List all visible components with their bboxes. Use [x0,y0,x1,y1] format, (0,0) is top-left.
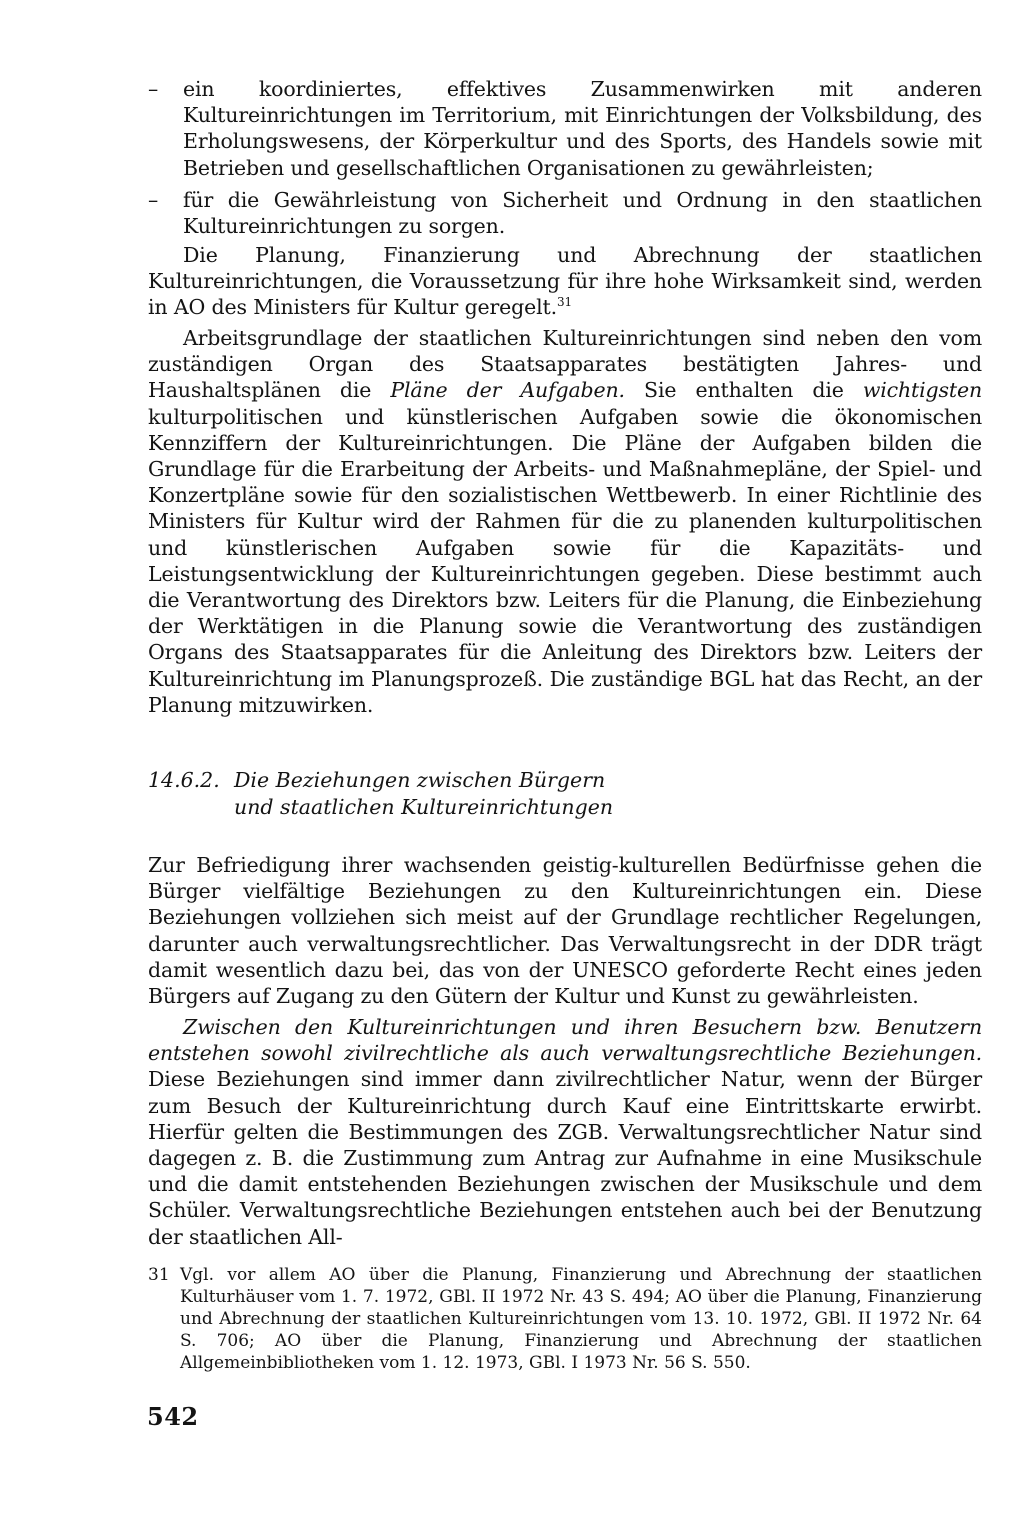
footnote-reference[interactable]: 31 [556,294,572,309]
emphasis-text: Pläne der Aufgaben. [390,378,625,403]
paragraph-planning [148,242,982,321]
list-item-text: für die Gewährleistung von Sicherheit und Ordnung in den staatlichen Kultureinrichtungen zu sorgen. [183,188,982,239]
paragraph-text: Sie enthalten die [624,378,863,403]
section-title-line: und staatlichen Kultureinrichtungen [234,794,614,819]
paragraph-text: Arbeitsgrundlage der staatlichen Kultureinrichtungen sind neben den vom zuständigen Organ des Staatsapparates bestätigten Jahres- und Haushaltsplänen die [148,326,982,403]
footnote-number: 31 [148,1265,170,1285]
list-item [148,187,982,239]
paragraph-text: Die Planung, Finanzierung und Abrechnung der staatlichen Kultureinrichtungen, die Voraussetzung für ihre hohe Wirksamkeit sind, werden in AO des Ministers für Kultur geregelt. [148,243,982,320]
page-number: 542 [147,1402,199,1431]
section-heading [148,767,848,820]
list-dash: – [148,77,159,101]
emphasis-text: Zwischen den Kultureinrichtungen und ihren Besuchern bzw. Benutzern entstehen sowohl zivilrechtliche als auch verwaltungsrechtliche Beziehungen. [148,1015,982,1066]
paragraph-text: kulturpolitischen und künstlerischen Aufgaben sowie die ökonomischen Kennziffern der Kultureinrichtungen. Die Pläne der Aufgaben bilden die Grundlage für die Erarbeitung der Arbeits- und Maßnahmepläne, der Spiel- und Konzertpläne sowie für den sozialistischen Wettbewerb. In einer Richtlinie des Ministers für Kultur wird der Rahmen für die zu planenden kulturpolitischen und künstlerischen Aufgaben sowie für die Kapazitäts- und Leistungsentwicklung der Kultureinrichtungen gegeben. Diese bestimmt auch die Verantwortung des Direktors bzw. Leiters für die Planung, die Einbeziehung der Werktätigen in die Planung sowie die Verantwortung des zuständigen Organs des Staatsapparates für die Anleitung des Direktors bzw. Leiters der Kultureinrichtung im Planungsprozeß. Die zuständige BGL hat das Recht, an der Planung mitzuwirken. [148,404,982,717]
emphasis-text: wichtigsten [862,378,982,403]
list-item [148,76,982,181]
footnote-text: Vgl. vor allem AO über die Planung, Finanzierung und Abrechnung der staatlichen Kulturhäuser vom 1. 7. 1972, GBl. II 1972 Nr. 43 S. 494; AO über die Planung, Finanzierung und Abrechnung der staatlichen Kultureinrichtungen vom 13. 10. 1972, GBl. II 1972 Nr. 64 S. 706; AO über die Planung, Finanzierung und Abrechnung der staatlichen Allgemeinbibliotheken vom 1. 12. 1973, GBl. I 1973 Nr. 56 S. 550. [180,1265,982,1373]
paragraph-work-basis [148,325,982,718]
section-number: 14.6.2. [148,768,220,792]
paragraph-text: Diese Beziehungen sind immer dann zivilrechtlicher Natur, wenn der Bürger zum Besuch der Kultureinrichtung durch Kauf eine Eintrittskarte erwirbt. Hierfür gelten die Bestimmungen des ZGB. Verwaltungsrechtlicher Natur sind dagegen z. B. die Zustimmung zum Antrag zur Aufnahme in eine Musikschule und die damit entstehenden Beziehungen zwischen der Musikschule und dem Schüler. Verwaltungsrechtliche Beziehungen entstehen auch bei der Benutzung der staatlichen All- [148,1067,982,1249]
section-title-line: Die Beziehungen zwischen Bürgern [234,768,606,792]
paragraph-relations [148,1014,982,1250]
list-item-text: ein koordiniertes, effektives Zusammenwirken mit anderen Kultureinrichtungen im Territorium, mit Einrichtungen der Volksbildung, des Erholungswesens, der Körperkultur und des Sports, des Handels sowie mit Betrieben und gesellschaftlichen Organisationen zu gewährleisten; [183,77,982,180]
section-title [234,767,848,820]
list-dash: – [148,188,159,212]
footnote [148,1264,982,1374]
paragraph-citizens: Zur Befriedigung ihrer wachsenden geistig-kulturellen Bedürfnisse gehen die Bürger vielfältige Beziehungen zu den Kultureinrichtungen ein. Diese Beziehungen vollziehen sich meist auf der Grundlage rechtlicher Regelungen, darunter auch verwaltungsrechtlicher. Das Verwaltungsrecht in der DDR trägt damit wesentlich dazu bei, das von der UNESCO geforderte Recht eines jeden Bürgers auf Zugang zu den Gütern der Kultur und Kunst zu gewährleisten. [148,853,982,1009]
